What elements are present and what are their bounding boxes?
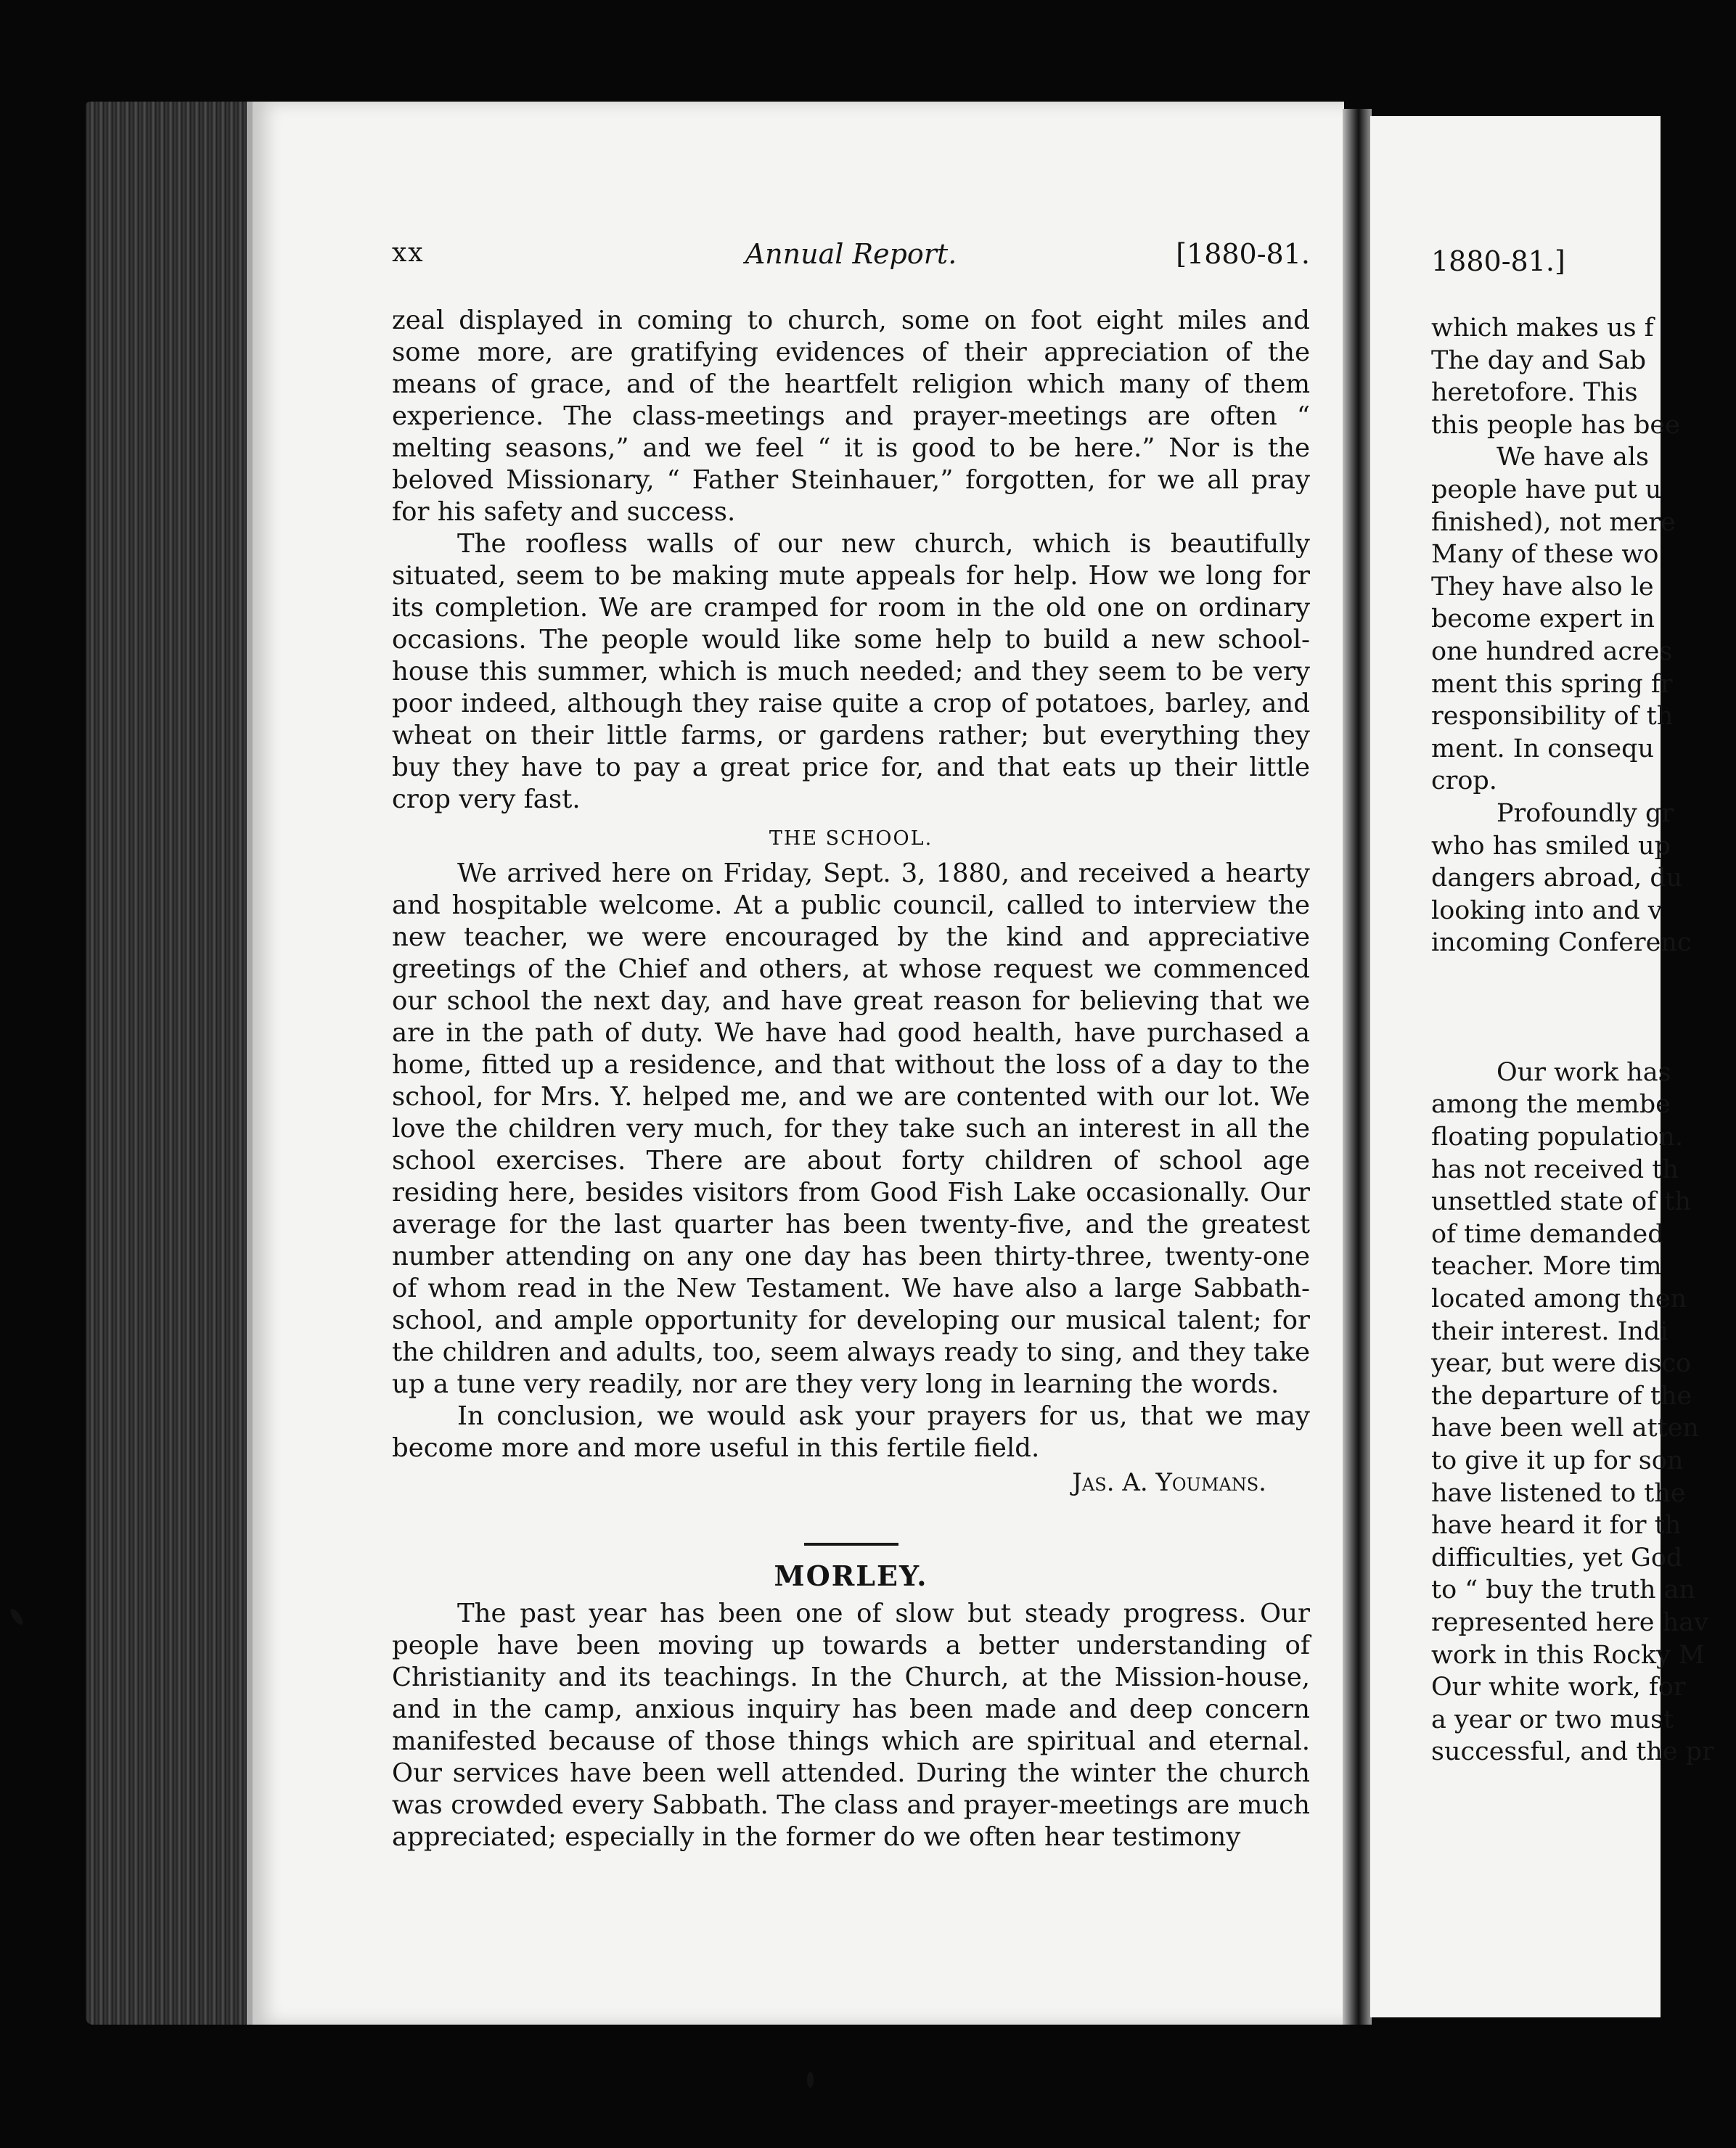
right-line: dangers abroad, du — [1431, 864, 1683, 893]
right-line: their interest. Indi — [1431, 1316, 1669, 1346]
section-divider — [804, 1543, 898, 1546]
right-line: heretofore. This — [1431, 378, 1638, 408]
left-running-header — [392, 238, 1310, 274]
right-line: difficulties, yet God — [1431, 1543, 1683, 1573]
right-line: They have also le — [1431, 572, 1654, 602]
right-page-section-gap — [1431, 959, 1736, 1057]
right-line: have heard it for th — [1431, 1511, 1682, 1541]
right-line: which makes us f — [1431, 313, 1654, 343]
right-line: crop. — [1431, 766, 1497, 796]
section-heading-morley: MORLEY. — [774, 1559, 928, 1592]
right-line: looking into and v — [1431, 895, 1663, 925]
right-line: to give it up for son — [1431, 1446, 1684, 1475]
right-running-year: 1880-81.] — [1431, 245, 1565, 277]
right-line: have been well atten — [1431, 1414, 1699, 1443]
right-line: finished), not mere — [1431, 507, 1676, 537]
book-page-edges — [86, 102, 253, 2025]
paragraph-church: The roofless walls of our new church, which is beautifully situated, seem to be making mute appeals for help. How we long for its completion. We are cramped for room in the old one on ordinary occasions. The people would like some help to build a new school-house this summer, which is much needed; and they seem to be very poor indeed, although they raise quite a crop of potatoes, barley, and wheat on their little farms, or gardens rather; but everything they buy they have to pay a great price for, and that eats up their little crop very fast. — [392, 529, 1310, 814]
running-year: [1880-81. — [1176, 238, 1310, 270]
page-number: xx — [392, 238, 425, 268]
right-line: successful, and the pr — [1431, 1737, 1714, 1767]
signature: Jas. A. Youmans. — [1072, 1468, 1266, 1497]
right-line: who has smiled up — [1431, 831, 1671, 861]
right-page — [1370, 116, 1714, 2017]
left-page-body — [392, 305, 1310, 1853]
right-line: a year or two must — [1431, 1705, 1674, 1734]
right-line: among the membe — [1431, 1090, 1671, 1120]
right-lines-part1 — [1431, 312, 1736, 441]
right-line: Many of these wo — [1431, 540, 1659, 570]
right-lines-part4 — [1431, 1057, 1736, 1768]
right-line: Our white work, for — [1431, 1673, 1686, 1702]
right-page-body — [1431, 312, 1736, 1768]
right-line: become expert in — [1431, 604, 1655, 634]
right-line: ment. In consequ — [1431, 734, 1655, 763]
right-line: ment this spring fr — [1431, 669, 1673, 699]
right-line: unsettled state of th — [1431, 1187, 1691, 1217]
right-line: Our work has — [1497, 1057, 1671, 1087]
right-line: responsibility of th — [1431, 702, 1674, 731]
right-line: has not received th — [1431, 1155, 1679, 1184]
book-gutter — [1343, 109, 1372, 2025]
paragraph-conclusion: In conclusion, we would ask your prayers for us, that we may become more and more useful in this fertile field. — [392, 1401, 1310, 1463]
right-line: teacher. More tim — [1431, 1252, 1662, 1282]
right-line: located among then — [1431, 1284, 1687, 1314]
running-title: Annual Report. — [745, 238, 957, 270]
paragraph-morley: The past year has been one of slow but steady progress. Our people have been moving up towards a better understanding of Christianity and its teachings. In the Church, at the Mission-house, and in the camp, anxious inquiry has been made and deep concern manifested because of those things which are spiritual and eternal. Our services have been well attended. During the winter the church was crowded every Sabbath. The class and prayer-meetings are much appreciated; especially in the former do we often hear testimony — [392, 1599, 1310, 1852]
school-heading: THE SCHOOL. — [769, 827, 933, 850]
right-line: We have als — [1497, 443, 1649, 472]
right-line: have listened to the — [1431, 1478, 1686, 1508]
right-line: year, but were disco — [1431, 1349, 1692, 1379]
right-line: floating population. — [1431, 1123, 1684, 1152]
right-line: to “ buy the truth an — [1431, 1575, 1696, 1605]
scan-speck — [807, 2072, 814, 2088]
right-lines-part2 — [1431, 441, 1736, 798]
right-line: Profoundly gr — [1497, 798, 1674, 828]
paragraph-continued: zeal displayed in coming to church, some on foot eight miles and some more, are gratifying evidences of their appreciation of the means of grace, and of the heartfelt religion which many of them experience. The class-meetings and prayer-meetings are often “ melting seasons,” and we feel “ it is good to be here.” Nor is the beloved Missionary, “ Father Steinhauer,” forgotten, for we all pray for his safety and success. — [392, 306, 1310, 527]
scan-speck — [8, 1607, 25, 1626]
paragraph-school: We arrived here on Friday, Sept. 3, 1880, and received a hearty and hospitable welcome. At a public council, called to interview the new teacher, we were encouraged by the kind and appreciative greetings of the Chief and others, at whose request we commenced our school the next day, and have great reason for believing that we are in the path of duty. We have had good health, have purchased a home, fitted up a residence, and that without the loss of a day to the school, for Mrs. Y. helped me, and we are contented with our lot. We love the children very much, for they take such an interest in all the school exercises. There are about forty children of school age residing here, besides visitors from Good Fish Lake occasionally. Our average for the last quarter has been twenty-five, and the greatest number attending on any one day has been thirty-three, twenty-one of whom read in the New Testament. We have also a large Sabbath-school, and ample opportunity for developing our musical talent; for the children and adults, too, seem always ready to sing, and they take up a tune very readily, nor are they very long in learning the words. — [392, 858, 1310, 1399]
right-line: The day and Sab — [1431, 345, 1647, 375]
right-line: of time demanded — [1431, 1219, 1664, 1249]
right-line: represented here hav — [1431, 1607, 1708, 1637]
right-line: work in this Rocky M — [1431, 1640, 1705, 1670]
right-line: one hundred acres — [1431, 636, 1673, 666]
right-line: people have put u — [1431, 475, 1662, 504]
right-line: the departure of the — [1431, 1381, 1692, 1411]
right-line: this people has bee — [1431, 410, 1680, 440]
right-lines-part3 — [1431, 798, 1736, 959]
right-line: incoming Conferenc — [1431, 928, 1692, 958]
